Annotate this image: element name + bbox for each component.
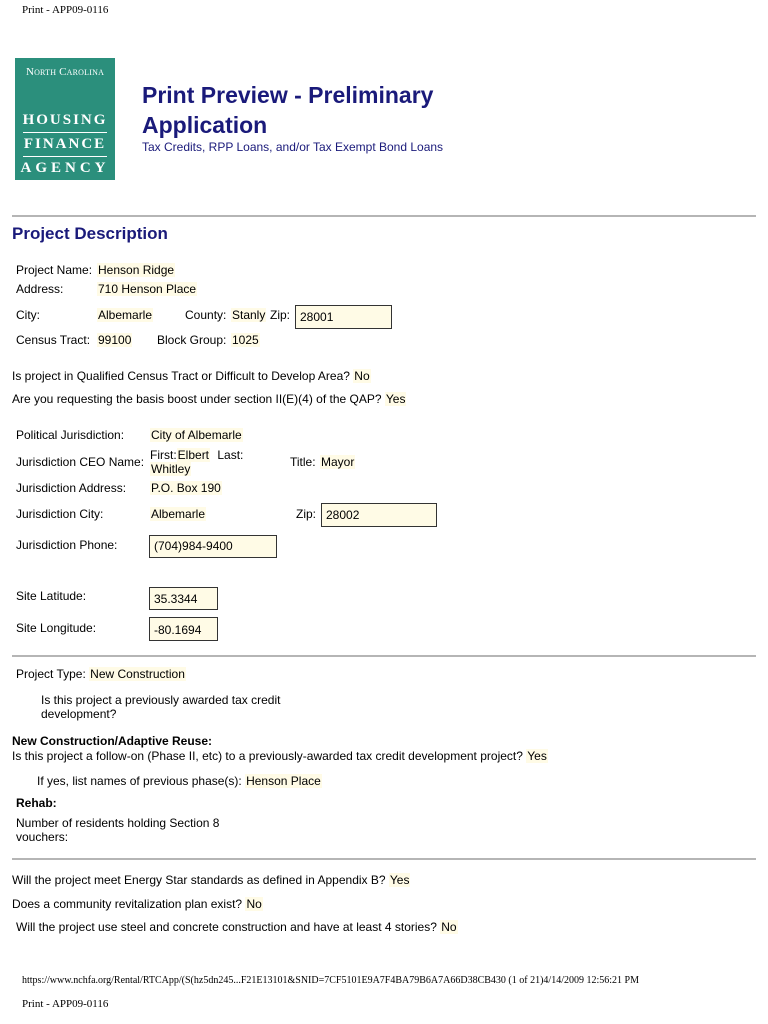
boost-question-text: Are you requesting the basis boost under section II(E)(4) of the QAP? <box>12 392 382 406</box>
page-title <box>142 80 433 140</box>
energy-star-text: Will the project meet Energy Star standards as defined in Appendix B? <box>12 873 386 887</box>
jurisdiction-phone-label: Jurisdiction Phone: <box>16 538 118 552</box>
jurisdiction-zip-label: Zip: <box>296 507 317 521</box>
boost-question <box>12 392 406 406</box>
previous-phases-text: If yes, list names of previous phase(s): <box>37 774 242 788</box>
revitalization-answer: No <box>246 897 262 911</box>
political-jurisdiction-value: City of Albemarle <box>151 428 242 442</box>
address-value: 710 Henson Place <box>98 282 197 296</box>
logo-divider <box>23 132 107 133</box>
logo-agency: AGENCY <box>20 160 110 176</box>
county-value: Stanly <box>232 308 266 322</box>
logo-state: North Carolina <box>25 66 105 78</box>
ceo-title-label: Title: <box>290 455 316 469</box>
revitalization-text: Does a community revitalization plan exist? <box>12 897 243 911</box>
jurisdiction-city-label: Jurisdiction City: <box>16 507 104 521</box>
rehab-heading: Rehab: <box>16 796 57 810</box>
site-longitude-label: Site Longitude: <box>16 621 97 635</box>
page-title-line1: Print Preview - Preliminary <box>142 82 434 108</box>
block-group-value: 1025 <box>232 333 259 347</box>
qct-question-text: Is project in Qualified Census Tract or Difficult to Develop Area? <box>12 369 350 383</box>
print-footer: Print - APP09-0116 <box>22 998 109 1010</box>
section8-q2: vouchers: <box>16 830 69 844</box>
ceo-name-label: Jurisdiction CEO Name: <box>16 455 145 469</box>
follow-on-question <box>12 749 548 763</box>
previously-awarded-q1: Is this project a previously awarded tax credit <box>41 693 281 707</box>
jurisdiction-address-value: P.O. Box 190 <box>151 481 221 495</box>
ceo-first-label: First: <box>150 448 177 462</box>
zip-field[interactable]: 28001 <box>295 305 392 329</box>
steel-concrete-text: Will the project use steel and concrete construction and have at least 4 stories? <box>16 920 437 934</box>
census-tract-value: 99100 <box>98 333 132 347</box>
site-latitude-label: Site Latitude: <box>16 589 87 603</box>
energy-star-answer: Yes <box>389 873 410 887</box>
site-latitude-field[interactable]: 35.3344 <box>149 587 218 610</box>
ceo-title-value: Mayor <box>321 455 355 469</box>
section-heading: Project Description <box>12 224 168 243</box>
project-type-row <box>16 667 186 681</box>
new-construction-heading: New Construction/Adaptive Reuse: <box>12 734 213 748</box>
divider <box>12 858 756 860</box>
page-title-line2: Application <box>142 112 268 138</box>
ceo-last-value: Whitley <box>151 462 191 476</box>
zip-label: Zip: <box>270 308 291 322</box>
section8-q1: Number of residents holding Section 8 <box>16 816 220 830</box>
steel-concrete-question <box>16 920 458 934</box>
jurisdiction-address-label: Jurisdiction Address: <box>16 481 127 495</box>
project-name-value: Henson Ridge <box>98 263 175 277</box>
project-type-label: Project Type: <box>16 667 86 681</box>
footer-url: https://www.nchfa.org/Rental/RTCApp/(S(hz5dn245...F21E13101&SNID=7CF5101E9A7F4BA79B6A7A66D38CB430 (1 of 21)4/14/2009 12:56:21 PM <box>22 975 639 986</box>
previously-awarded-q2: development? <box>41 707 117 721</box>
follow-on-text: Is this project a follow-on (Phase II, etc) to a previously-awarded tax credit development project? <box>12 749 523 763</box>
revitalization-question <box>12 897 263 911</box>
project-type-value: New Construction <box>90 667 185 681</box>
project-name-label: Project Name: <box>16 263 93 277</box>
energy-star-question <box>12 873 410 887</box>
ceo-last-label: Last: <box>217 448 244 462</box>
qct-answer: No <box>354 369 370 383</box>
nchfa-logo <box>15 58 115 180</box>
page-subtitle: Tax Credits, RPP Loans, and/or Tax Exempt Bond Loans <box>142 140 444 154</box>
county-label: County: <box>185 308 227 322</box>
city-label: City: <box>16 308 40 322</box>
previous-phases-question <box>37 774 322 788</box>
jurisdiction-city-value: Albemarle <box>151 507 206 521</box>
qct-question <box>12 369 371 383</box>
ceo-name-block <box>150 448 243 476</box>
logo-divider <box>23 156 107 157</box>
logo-finance: FINANCE <box>23 136 107 152</box>
follow-on-answer: Yes <box>527 749 547 763</box>
address-label: Address: <box>16 282 64 296</box>
logo-housing: HOUSING <box>22 112 108 128</box>
jurisdiction-phone-field[interactable]: (704)984-9400 <box>149 535 277 558</box>
previous-phases-answer: Henson Place <box>246 774 321 788</box>
divider <box>12 655 756 657</box>
print-header: Print - APP09-0116 <box>22 4 109 16</box>
political-jurisdiction-label: Political Jurisdiction: <box>16 428 125 442</box>
jurisdiction-zip-field[interactable]: 28002 <box>321 503 437 527</box>
census-tract-label: Census Tract: <box>16 333 91 347</box>
divider <box>12 215 756 217</box>
city-value: Albemarle <box>98 308 153 322</box>
steel-concrete-answer: No <box>441 920 457 934</box>
block-group-label: Block Group: <box>157 333 227 347</box>
boost-answer: Yes <box>385 392 406 406</box>
ceo-first-value: Elbert <box>177 448 210 462</box>
site-longitude-field[interactable]: -80.1694 <box>149 617 218 641</box>
